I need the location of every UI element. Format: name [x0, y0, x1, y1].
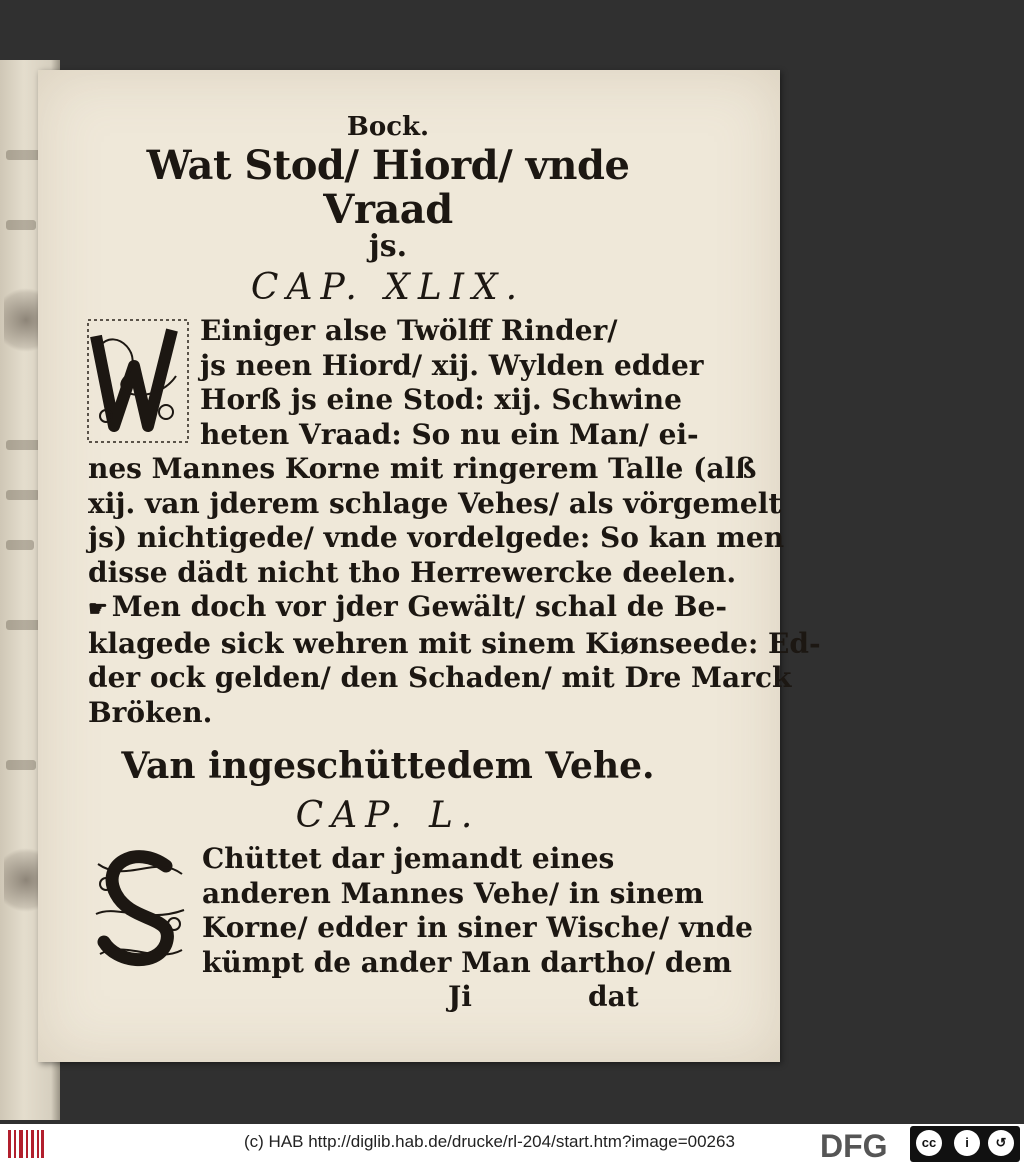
library-barcode-icon [6, 1128, 46, 1160]
text-line: disse dädt nicht tho Herrewercke deelen. [88, 555, 737, 589]
text-line: js neen Hiord/ xij. Wylden edder [200, 348, 704, 382]
pointing-hand-icon: ☛ [88, 596, 108, 622]
chapter-heading: CAP. XLIX. [250, 267, 526, 308]
text-line: der ock gelden/ den Schaden/ mit Dre Marck [88, 661, 792, 694]
page-text [88, 110, 821, 1016]
text-line: xij. van jderem schlage Vehes/ als vörgemelt [88, 486, 782, 520]
paragraph-2 [88, 590, 821, 730]
paragraph-1 [88, 314, 785, 590]
text-line-content: Men doch vor jder Gewält/ schal de Be- [111, 590, 727, 623]
text-line: js) nichtigede/ vnde vordelgede: So kan men [88, 521, 785, 554]
paragraph-3 [88, 842, 753, 980]
signature-mark: Ji [448, 980, 472, 1013]
dfg-logo [818, 1128, 910, 1162]
section-title-end: js. [368, 229, 408, 264]
page-footer [88, 980, 688, 1016]
text-line: Chüttet dar jemandt eines [202, 842, 615, 875]
text-line: nes Mannes Korne mit ringerem Talle (alß [88, 452, 757, 485]
chapter-heading: CAP. L. [295, 795, 481, 836]
text-line: Korne/ edder in siner Wische/ vnde [202, 911, 753, 944]
text-line: Einiger alse Twölff Rinder/ [200, 314, 618, 347]
section-title: Wat Stod/ Hiord/ vnde Vraad [146, 142, 630, 233]
bleed-text [6, 760, 36, 770]
footer-bar [0, 1124, 1024, 1164]
text-line: klagede sick wehren mit sinem Kiønseede: Ed- [88, 626, 821, 660]
bleed-text [6, 540, 34, 550]
text-line: heten Vraad: So nu ein Man/ ei- [200, 417, 699, 451]
section-subtitle: Van ingeschüttedem Vehe. [121, 745, 655, 787]
catchword: dat [588, 980, 639, 1013]
dfg-logo-text: DFG [820, 1128, 888, 1162]
drop-cap-s-icon [86, 844, 192, 968]
text-line: kümpt de ander Man dartho/ dem [202, 945, 732, 979]
text-line [88, 590, 727, 627]
book-page [38, 70, 821, 1062]
drop-cap-w-icon [86, 316, 190, 446]
copyright-link[interactable]: (c) HAB http://diglib.hab.de/drucke/rl-204/start.htm?image=00263 [244, 1132, 735, 1151]
running-catchword: Bock. [346, 112, 430, 142]
cc-by-sa-badge[interactable] [910, 1126, 1020, 1162]
cc-icon: cc [916, 1130, 942, 1156]
bleed-text [6, 220, 36, 230]
text-line: anderen Mannes Vehe/ in sinem [202, 876, 704, 910]
sa-icon: ↺ [988, 1130, 1014, 1156]
text-line: Bröken. [88, 695, 213, 729]
text-line: Horß js eine Stod: xij. Schwine [200, 383, 682, 416]
by-icon: i [954, 1130, 980, 1156]
bleed-text [6, 490, 40, 500]
